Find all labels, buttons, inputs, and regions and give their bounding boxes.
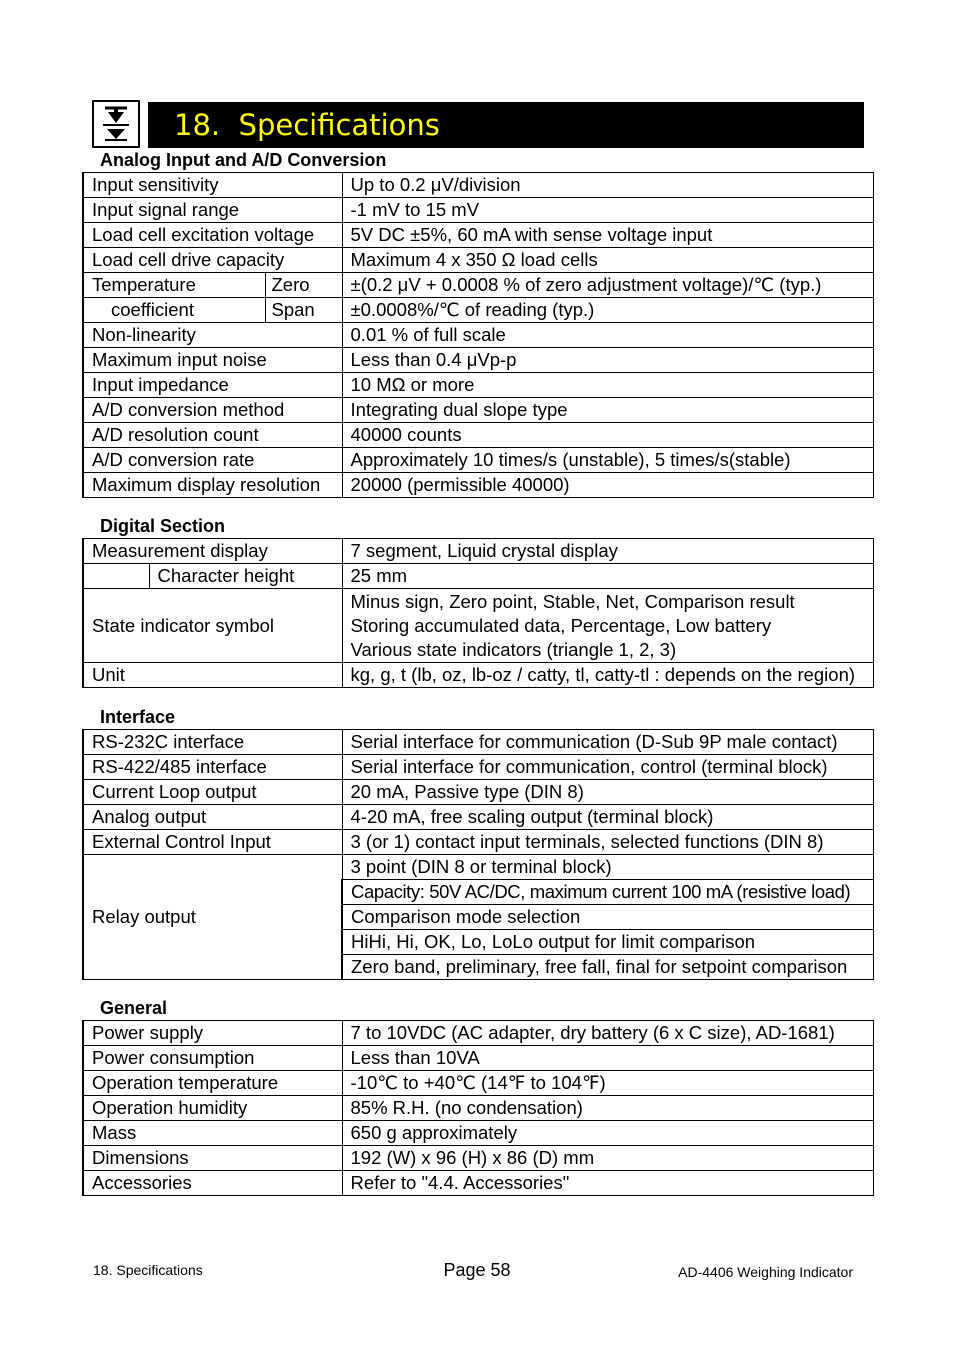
chapter-header xyxy=(92,100,864,148)
spec-value: 5V DC ±5%, 60 mA with sense voltage input xyxy=(342,223,873,248)
digital-spec-table xyxy=(82,538,874,688)
spec-value: 3 point (DIN 8 or terminal block) xyxy=(342,855,873,880)
spec-sublabel: Character height xyxy=(149,564,342,589)
table-row xyxy=(83,398,873,423)
table-row xyxy=(83,348,873,373)
spec-value: Maximum 4 x 350 Ω load cells xyxy=(342,248,873,273)
table-row xyxy=(83,173,873,198)
spec-value: 85% R.H. (no condensation) xyxy=(342,1096,873,1121)
spec-label: Unit xyxy=(83,663,342,688)
spec-value: 7 to 10VDC (AC adapter, dry battery (6 x C size), AD-1681) xyxy=(342,1021,873,1046)
table-row xyxy=(83,1146,873,1171)
spec-label: Load cell drive capacity xyxy=(83,248,342,273)
table-row xyxy=(83,730,873,755)
table-row xyxy=(83,830,873,855)
table-row xyxy=(83,1096,873,1121)
spec-value: ±(0.2 μV + 0.0008 % of zero adjustment voltage)/℃ (typ.) xyxy=(342,273,873,298)
spec-value: 4-20 mA, free scaling output (terminal block) xyxy=(342,805,873,830)
spec-label: Analog output xyxy=(83,805,342,830)
spec-value: 40000 counts xyxy=(342,423,873,448)
spec-value: Refer to "4.4. Accessories" xyxy=(342,1171,873,1196)
spec-sublabel: Zero xyxy=(265,273,342,298)
section-title-interface: Interface xyxy=(100,707,176,727)
table-row xyxy=(83,448,873,473)
spec-value: Integrating dual slope type xyxy=(342,398,873,423)
table-row xyxy=(83,248,873,273)
footer-product-name: AD-4406 Weighing Indicator xyxy=(678,1264,853,1280)
table-row xyxy=(83,323,873,348)
spec-value: kg, g, t (lb, oz, lb-oz / catty, tl, catty-tl : depends on the region) xyxy=(342,663,873,688)
state-line: Minus sign, Zero point, Stable, Net, Comparison result xyxy=(350,590,795,612)
spec-value: ±0.0008%/℃ of reading (typ.) xyxy=(342,298,873,323)
spec-label: Maximum display resolution xyxy=(83,473,342,498)
spec-value: Less than 0.4 μVp-p xyxy=(342,348,873,373)
spec-value: -10℃ to +40℃ (14℉ to 104℉) xyxy=(342,1071,873,1096)
spec-value: 20000 (permissible 40000) xyxy=(342,473,873,498)
spec-label: Dimensions xyxy=(83,1146,342,1171)
spec-value: 10 MΩ or more xyxy=(342,373,873,398)
spec-value-multiline xyxy=(342,589,873,663)
table-row xyxy=(83,473,873,498)
table-row xyxy=(83,223,873,248)
table-row xyxy=(83,780,873,805)
section-title-analog: Analog Input and A/D Conversion xyxy=(100,150,387,170)
spec-value: Zero band, preliminary, free fall, final for setpoint comparison xyxy=(342,955,873,980)
spec-value: Capacity: 50V AC/DC, maximum current 100 mA (resistive load) xyxy=(342,880,873,905)
table-row xyxy=(83,589,873,663)
table-row xyxy=(83,273,873,298)
state-line: Various state indicators (triangle 1, 2, 3) xyxy=(350,638,677,660)
spec-value: 192 (W) x 96 (H) x 86 (D) mm xyxy=(342,1146,873,1171)
table-row xyxy=(83,423,873,448)
spec-label: Power consumption xyxy=(83,1046,342,1071)
spec-value: Up to 0.2 μV/division xyxy=(342,173,873,198)
table-row xyxy=(83,1071,873,1096)
spec-value: 650 g approximately xyxy=(342,1121,873,1146)
table-row xyxy=(83,805,873,830)
spec-value: -1 mV to 15 mV xyxy=(342,198,873,223)
download-arrow-icon xyxy=(92,100,140,148)
spec-label: A/D conversion method xyxy=(83,398,342,423)
spec-label: State indicator symbol xyxy=(83,589,342,663)
general-spec-table xyxy=(82,1020,874,1196)
table-row xyxy=(83,1046,873,1071)
spec-label: Non-linearity xyxy=(83,323,342,348)
spec-label: Temperature xyxy=(83,273,265,298)
analog-spec-table xyxy=(82,172,874,498)
table-row xyxy=(83,198,873,223)
table-row xyxy=(83,1121,873,1146)
spec-label: Measurement display xyxy=(83,539,342,564)
section-title-general: General xyxy=(100,998,168,1018)
table-row xyxy=(83,539,873,564)
table-row xyxy=(83,663,873,688)
spec-label: External Control Input xyxy=(83,830,342,855)
spec-value: Approximately 10 times/s (unstable), 5 times/s(stable) xyxy=(342,448,873,473)
spec-label: Accessories xyxy=(83,1171,342,1196)
spec-value: Less than 10VA xyxy=(342,1046,873,1071)
spec-label: Input impedance xyxy=(83,373,342,398)
spec-label: Input signal range xyxy=(83,198,342,223)
spec-label: Power supply xyxy=(83,1021,342,1046)
state-line: Storing accumulated data, Percentage, Low battery xyxy=(350,614,772,636)
table-row xyxy=(83,755,873,780)
spec-label: coefficient xyxy=(83,298,265,323)
table-row xyxy=(83,373,873,398)
spec-label: Maximum input noise xyxy=(83,348,342,373)
spec-label: RS-422/485 interface xyxy=(83,755,342,780)
spec-value: 3 (or 1) contact input terminals, selected functions (DIN 8) xyxy=(342,830,873,855)
spec-label: Load cell excitation voltage xyxy=(83,223,342,248)
table-row xyxy=(83,1171,873,1196)
table-row xyxy=(83,855,873,880)
page-number: Page 58 xyxy=(443,1260,511,1280)
spec-value: Comparison mode selection xyxy=(342,905,873,930)
spec-label: Mass xyxy=(83,1121,342,1146)
spec-value: 25 mm xyxy=(342,564,873,589)
spec-value: Serial interface for communication (D-Sub 9P male contact) xyxy=(342,730,873,755)
spec-label: Operation humidity xyxy=(83,1096,342,1121)
table-row xyxy=(83,298,873,323)
spec-value: 7 segment, Liquid crystal display xyxy=(342,539,873,564)
interface-spec-table xyxy=(82,729,874,980)
spec-label: RS-232C interface xyxy=(83,730,342,755)
spec-label: Input sensitivity xyxy=(83,173,342,198)
table-row xyxy=(83,564,873,589)
section-title-digital: Digital Section xyxy=(100,516,226,536)
spec-label: Operation temperature xyxy=(83,1071,342,1096)
spec-value: 0.01 % of full scale xyxy=(342,323,873,348)
spec-spacer xyxy=(83,564,149,589)
spec-value: HiHi, Hi, OK, Lo, LoLo output for limit comparison xyxy=(342,930,873,955)
footer-section-name: 18. Specifications xyxy=(93,1262,203,1278)
spec-sublabel: Span xyxy=(265,298,342,323)
spec-label: A/D conversion rate xyxy=(83,448,342,473)
spec-label: A/D resolution count xyxy=(83,423,342,448)
spec-label: Current Loop output xyxy=(83,780,342,805)
spec-label: Relay output xyxy=(83,855,342,980)
chapter-title: 18. Specifications xyxy=(148,102,864,148)
spec-value: 20 mA, Passive type (DIN 8) xyxy=(342,780,873,805)
table-row xyxy=(83,1021,873,1046)
spec-value: Serial interface for communication, control (terminal block) xyxy=(342,755,873,780)
